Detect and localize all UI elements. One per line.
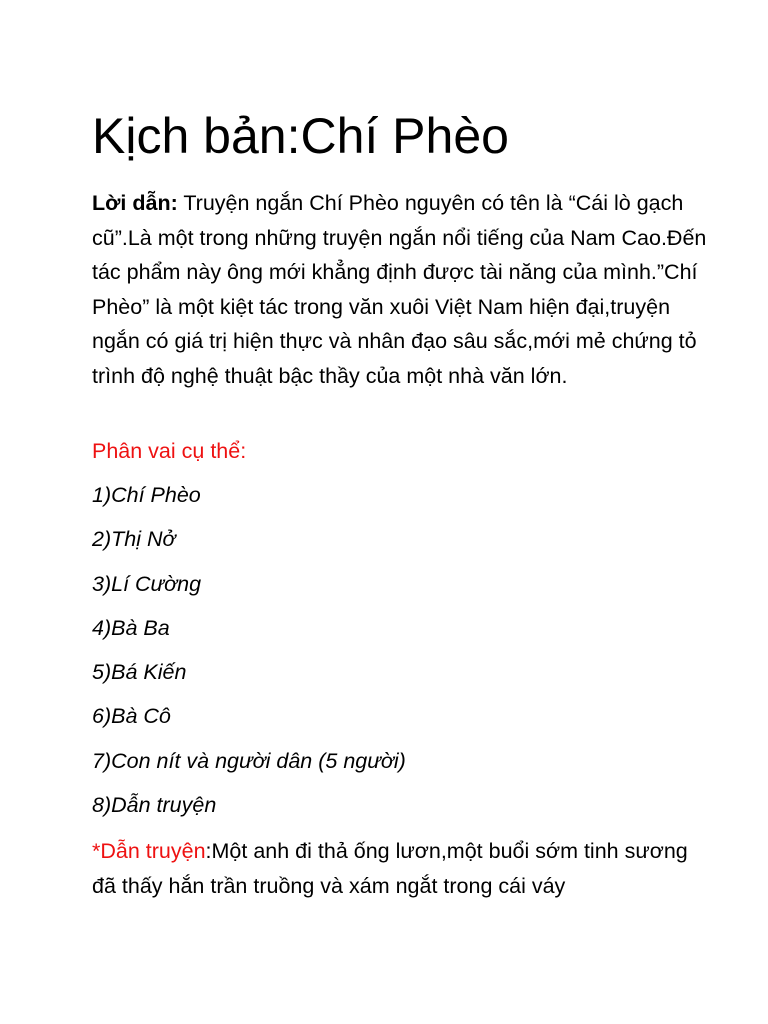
intro-paragraph (92, 186, 712, 393)
intro-text: Truyện ngắn Chí Phèo nguyên có tên là “Cái lò gạch cũ”.Là một trong những truyện ngắn nổi tiếng của Nam Cao.Đến tác phẩm này ông mới khẳng định được tài năng của mình.”Chí Phèo” là một kiệt tác trong văn xuôi Việt Nam hiện đại,truyện ngắn có giá trị hiện thực và nhân đạo sâu sắc,mới mẻ chứng tỏ trình độ nghệ thuật bậc thầy của một nhà văn lớn. (92, 191, 707, 388)
role-item-thi-no: 2)Thị Nở (92, 527, 176, 552)
narration-paragraph (92, 834, 712, 903)
role-item-dan-truyen: 8)Dẫn truyện (92, 793, 217, 818)
intro-label: Lời dẫn: (92, 191, 178, 215)
role-item-chi-pheo: 1)Chí Phèo (92, 483, 201, 507)
role-item-ba-co: 6)Bà Cô (92, 704, 171, 729)
roles-list (92, 478, 406, 832)
narration-label: *Dẫn truyện (92, 839, 206, 863)
narration-text: :Một anh đi thả ống lươn,một buổi sớm tinh sương đã thấy hắn trần truồng và xám ngắt trong cái váy (92, 839, 688, 898)
role-item-ba-kien: 5)Bá Kiến (92, 660, 187, 685)
document-title: Kịch bản:Chí Phèo (92, 108, 509, 164)
roles-heading: Phân vai cụ thể: (92, 439, 247, 463)
role-item-ba-ba: 4)Bà Ba (92, 615, 170, 640)
role-item-li-cuong: 3)Lí Cường (92, 571, 202, 596)
role-item-con-nit: 7)Con nít và người dân (5 người) (92, 748, 406, 773)
